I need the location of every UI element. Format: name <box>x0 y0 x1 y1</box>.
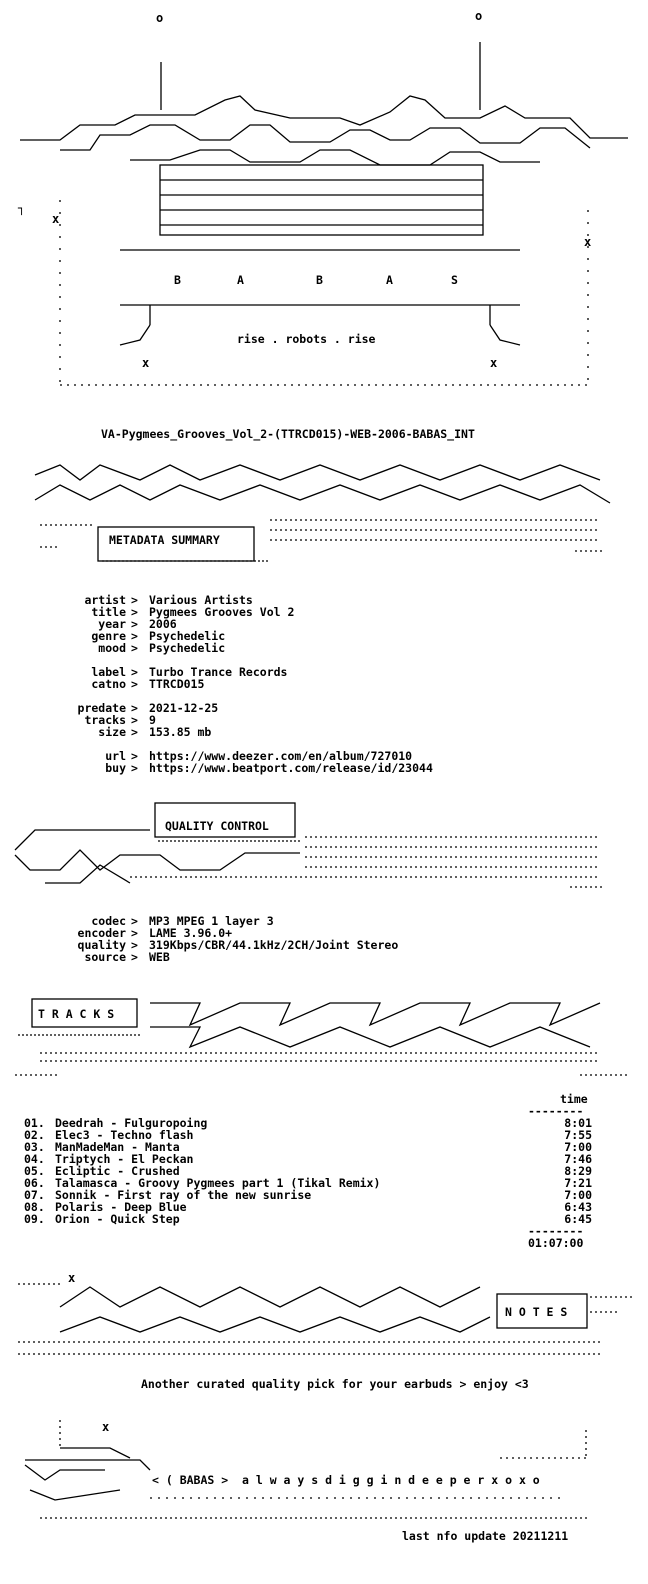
track-time: 8:29 <box>564 1164 592 1178</box>
metadata-key: url <box>105 749 126 763</box>
track-time: 7:46 <box>564 1152 592 1166</box>
track-title: Deedrah - Fulguropoing <box>55 1116 208 1130</box>
metadata-key: size <box>98 725 126 739</box>
tagline: rise . robots . rise <box>237 332 376 346</box>
track-number: 02. <box>24 1128 45 1142</box>
encoder-value: LAME 3.96.0+ <box>149 926 233 940</box>
artist-value: Various Artists <box>149 593 253 607</box>
track-title: Polaris - Deep Blue <box>55 1200 187 1214</box>
track-time: 7:55 <box>564 1128 592 1142</box>
svg-text:x: x <box>102 1420 110 1434</box>
svg-text:x: x <box>584 235 592 249</box>
track-number: 04. <box>24 1152 45 1166</box>
genre-value: Psychedelic <box>149 629 226 643</box>
codec-value: MP3 MPEG 1 layer 3 <box>149 914 274 928</box>
quality-key: quality <box>77 938 126 952</box>
track-number: 09. <box>24 1212 45 1226</box>
tracks-banner-art <box>0 985 648 1085</box>
track-number: 06. <box>24 1176 45 1190</box>
release-name: VA-Pygmees_Grooves_Vol_2-(TTRCD015)-WEB-2006-BABAS_INT <box>101 427 475 441</box>
svg-text:┐: ┐ <box>18 201 26 215</box>
track-title: Orion - Quick Step <box>55 1212 180 1226</box>
title-value: Pygmees Grooves Vol 2 <box>149 605 295 619</box>
footer-art <box>0 1410 648 1530</box>
label-value: Turbo Trance Records <box>149 665 288 679</box>
logo-letter-b1: B <box>174 273 181 287</box>
metadata-key: predate <box>77 701 126 715</box>
metadata-key: buy <box>105 761 126 775</box>
track-number: 03. <box>24 1140 45 1154</box>
nfo-document: o o x x x x ┐ B A B A S rise . robots . rise VA-Pygmees_Grooves_Vol_2-(TTRCD015)-WEB-2006-BABAS_INT METADATA SUMMARY artist > Various Artists title > Pygmees Grooves Vol 2 year > 2006 genre > Psychedelic mood > Psychedelic label > Turbo Trance Records catno > TTRCD015 predate > 2021-12-25 tracks > 9 size > 153.85 mb url > https://www.deezer.com/en/album/727010 buy > https://www.beatport.com/release/id/23044 QUALITY CONTROL codec > MP3 MPEG 1 layer 3 encoder > LAME 3.96.0+ quality > 319Kbps/CBR/44.1kHz/2CH/Joint Stereo source > WEB T R A C K S time -------- 01. Deedrah - Fulguropoing 8:01 02. Elec3 - Techno flash 7:55 03. ManMadeMan - Manta 7:00 04. Triptych - El Peckan 7:46 05. Ecliptic - Crushed 8:29 06. Talamasca - Groovy Pygmees part 1 (Tikal Remix) 7:21 07. Sonnik - First ray of the new sunrise 7:00 08. Polaris - Deep Blue 6:43 09. Orion - Quick Step 6:45 -------- 01:07:00 x N O T E S Another curated quality pick for your earbuds > enjoy <3 x < ( BABAS > a l w a y s d i g g i n d e e p e r x o x o last nfo update 20211211 <box>0 0 648 1584</box>
metadata-key: label <box>91 665 126 679</box>
logo-letter-a2: A <box>386 273 393 287</box>
section-title-quality: QUALITY CONTROL <box>165 819 269 833</box>
quality-banner-art <box>0 795 648 895</box>
metadata-key: year <box>98 617 126 631</box>
metadata-key: catno <box>91 677 126 691</box>
track-title: Talamasca - Groovy Pygmees part 1 (Tikal Remix) <box>55 1176 381 1190</box>
track-number: 01. <box>24 1116 45 1130</box>
svg-text:x: x <box>142 356 150 370</box>
motto: a l w a y s d i g g i n d e e p e r x o x o <box>242 1473 540 1487</box>
source-value: WEB <box>149 950 170 964</box>
time-header-rule: -------- <box>528 1104 584 1118</box>
quality-key: encoder <box>77 926 126 940</box>
metadata-key: genre <box>91 629 126 643</box>
logo-letter-b2: B <box>316 273 323 287</box>
metadata-key: title <box>91 605 126 619</box>
size-value: 153.85 mb <box>149 725 212 739</box>
url-link[interactable]: https://www.deezer.com/en/album/727010 <box>149 749 413 763</box>
metadata-key: artist <box>84 593 126 607</box>
section-title-metadata: METADATA SUMMARY <box>109 533 220 547</box>
section-title-notes: N O T E S <box>505 1305 568 1319</box>
metadata-key: tracks <box>84 713 126 727</box>
track-title: Ecliptic - Crushed <box>55 1164 180 1178</box>
section-title-tracks: T R A C K S <box>38 1007 115 1021</box>
track-time: 8:01 <box>564 1116 592 1130</box>
quality-key: codec <box>91 914 126 928</box>
track-title: Sonnik - First ray of the new sunrise <box>55 1188 312 1202</box>
track-number: 08. <box>24 1200 45 1214</box>
logo-letter-a1: A <box>237 273 244 287</box>
last-update: last nfo update 20211211 <box>402 1529 569 1543</box>
total-time: 01:07:00 <box>528 1236 584 1250</box>
predate-value: 2021-12-25 <box>149 701 219 715</box>
buy-link[interactable]: https://www.beatport.com/release/id/23044 <box>149 761 433 775</box>
svg-text:o: o <box>156 11 164 25</box>
track-title: Elec3 - Techno flash <box>55 1128 194 1142</box>
track-title: Triptych - El Peckan <box>55 1152 194 1166</box>
time-column-header: time <box>560 1092 588 1106</box>
tracks-value: 9 <box>149 713 156 727</box>
track-number: 07. <box>24 1188 45 1202</box>
track-time: 7:21 <box>564 1176 592 1190</box>
notes-text: Another curated quality pick for your earbuds > enjoy <3 <box>141 1377 529 1391</box>
quality-value: 319Kbps/CBR/44.1kHz/2CH/Joint Stereo <box>149 938 399 952</box>
year-value: 2006 <box>149 617 177 631</box>
catno-value: TTRCD015 <box>149 677 205 691</box>
track-time: 6:43 <box>564 1200 592 1214</box>
svg-text:x: x <box>490 356 498 370</box>
track-title: ManMadeMan - Manta <box>55 1140 180 1154</box>
mood-value: Psychedelic <box>149 641 226 655</box>
svg-text:x: x <box>68 1271 76 1285</box>
track-time: 7:00 <box>564 1140 592 1154</box>
track-time: 7:00 <box>564 1188 592 1202</box>
track-number: 05. <box>24 1164 45 1178</box>
logo-letter-s: S <box>451 273 458 287</box>
total-time-rule: -------- <box>528 1224 584 1238</box>
metadata-banner-art <box>0 455 648 585</box>
quality-key: source <box>84 950 126 964</box>
metadata-key: mood <box>98 641 126 655</box>
svg-text:x: x <box>52 212 60 226</box>
motto-prefix: < ( BABAS > <box>152 1473 229 1487</box>
track-time: 6:45 <box>564 1212 592 1226</box>
svg-text:o: o <box>475 9 483 23</box>
